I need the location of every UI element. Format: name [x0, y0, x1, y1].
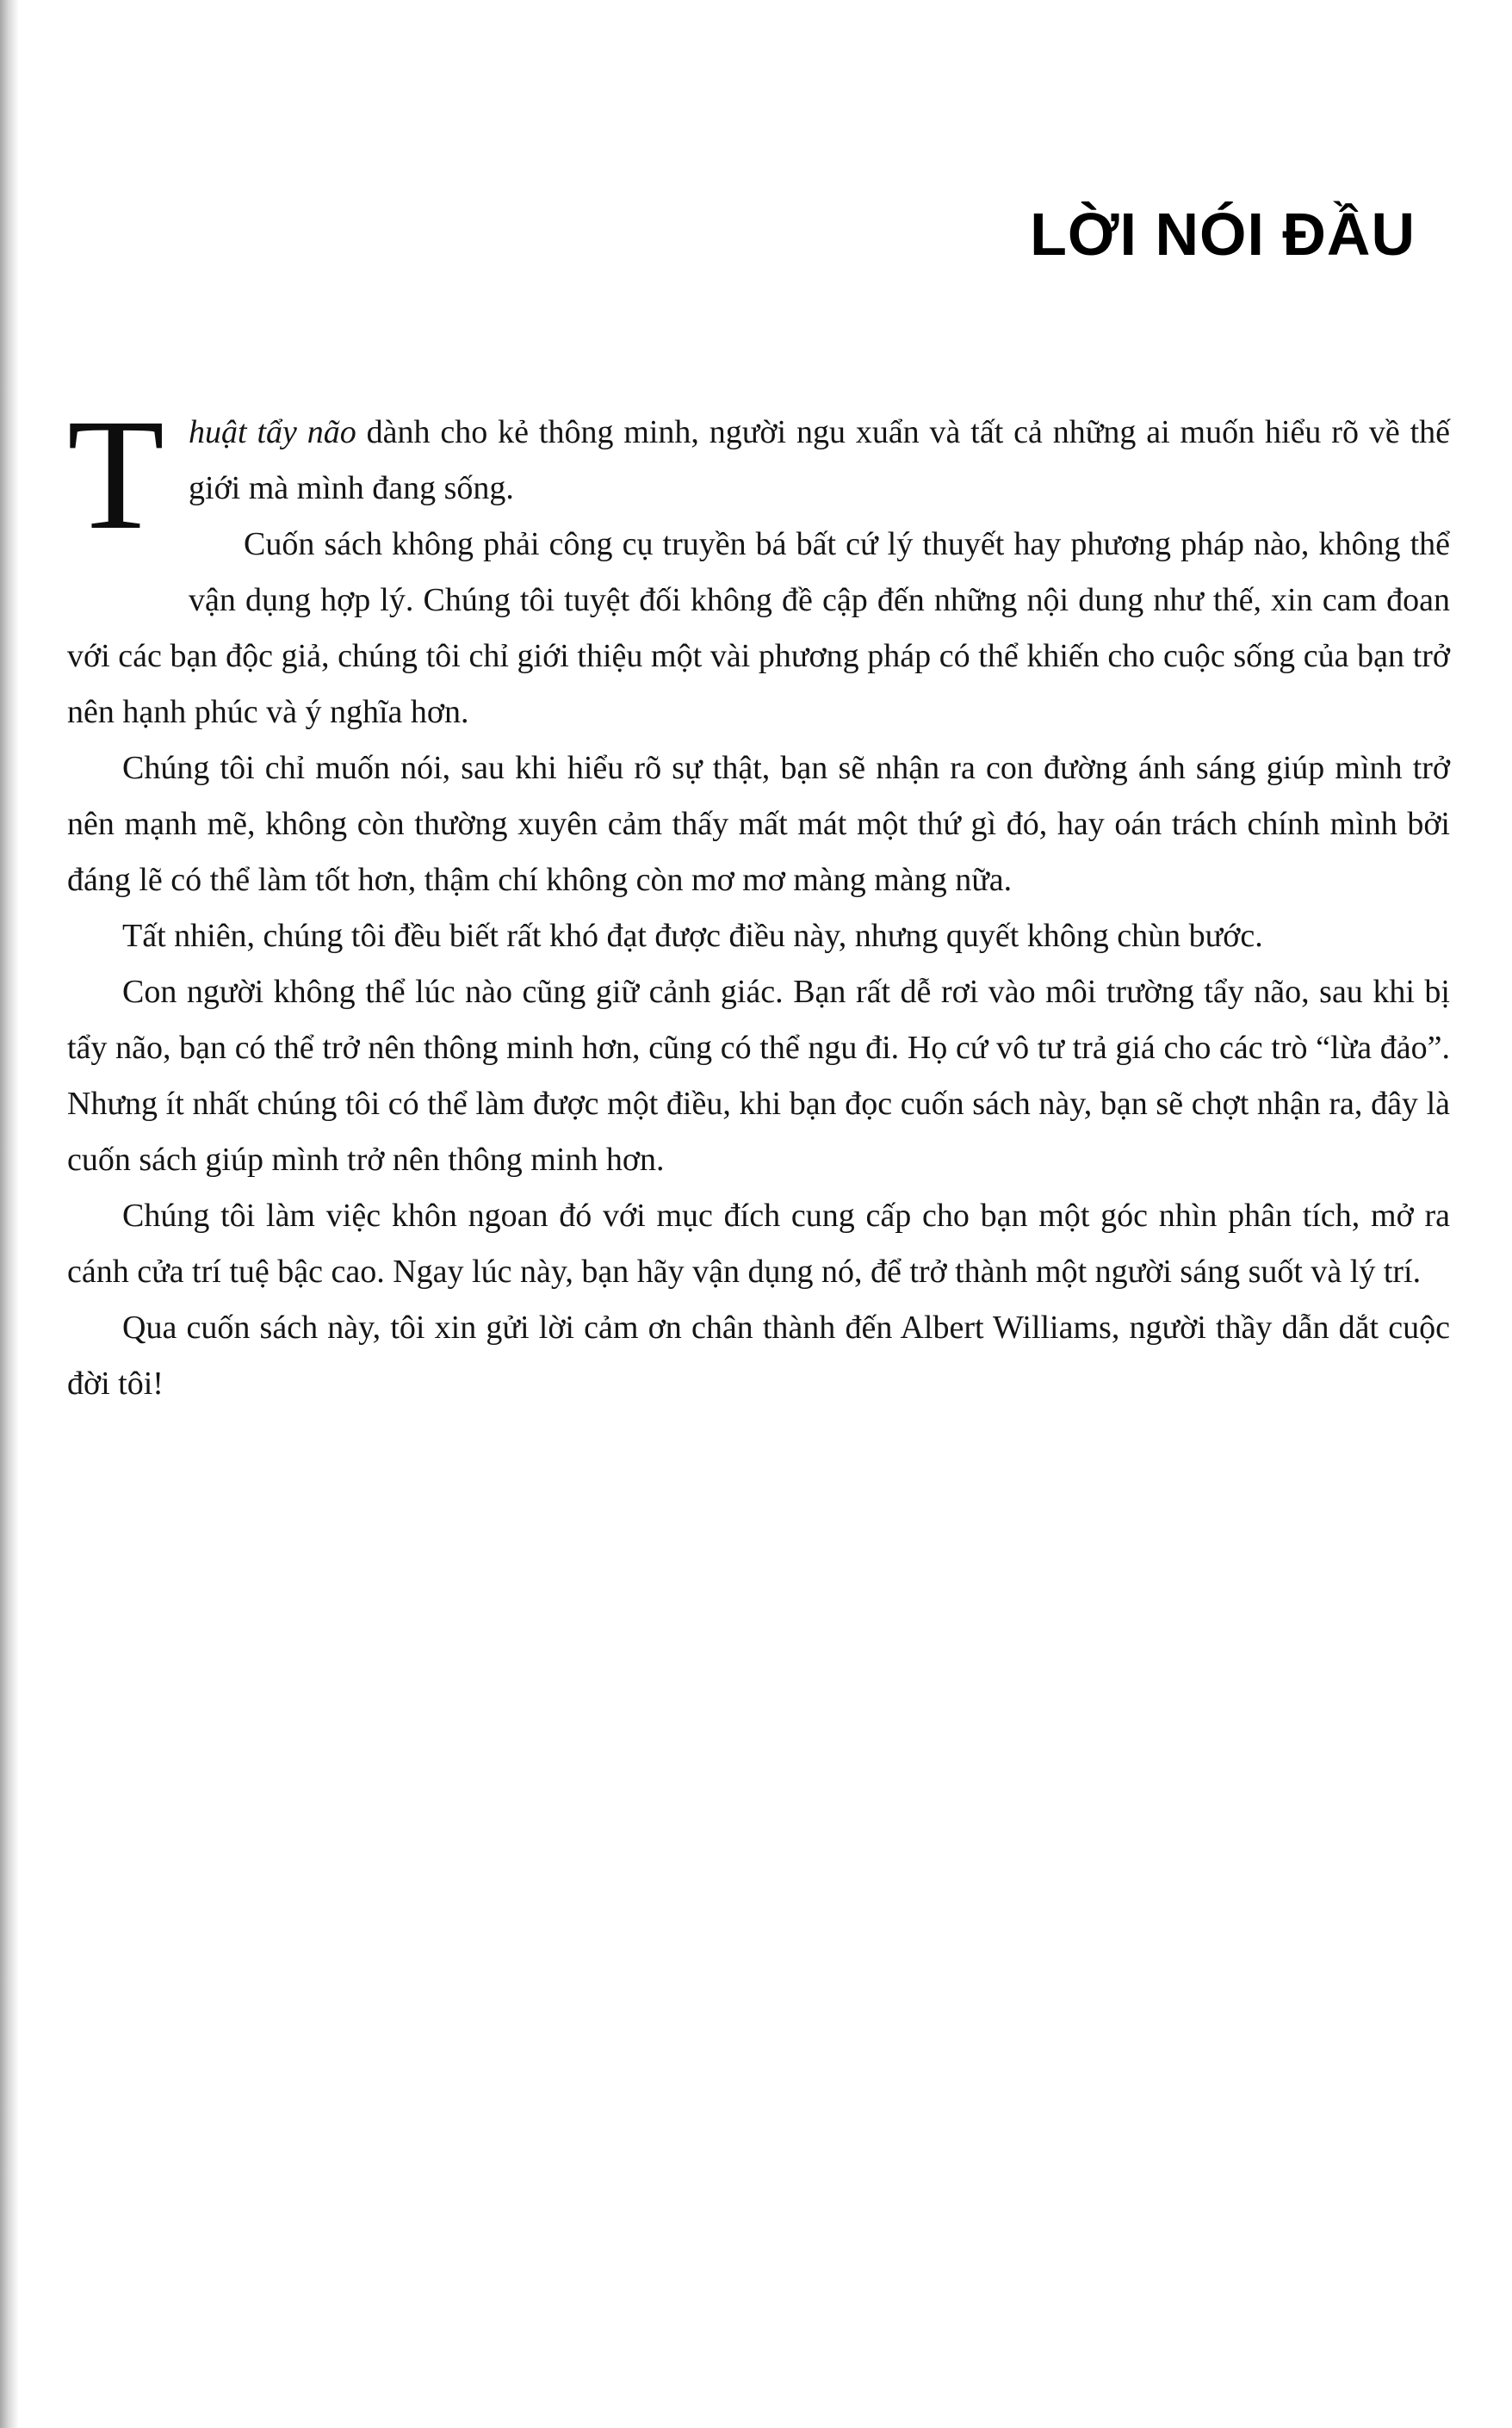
body-text	[67, 387, 1450, 1412]
paragraph: Chúng tôi làm việc khôn ngoan đó với mục đích cung cấp cho bạn một góc nhìn phân tích, mở ra cánh cửa trí tuệ bậc cao. Ngay lúc này, bạn hãy vận dụng nó, để trở thành một người sáng suốt và lý trí.	[67, 1198, 1450, 1290]
page-edge-shadow	[0, 0, 19, 2428]
paragraph: Tất nhiên, chúng tôi đều biết rất khó đạt được điều này, nhưng quyết không chùn bước.	[122, 918, 1263, 954]
paragraph: Cuốn sách không phải công cụ truyền bá bất cứ lý thuyết hay phương pháp nào, không thể vận dụng hợp lý. Chúng tôi tuyệt đối không đề cập đến những nội dung như thế, xin cam đoan với các bạn độc giả, chúng tôi chỉ giới thiệu một vài phương pháp có thể khiến cho cuộc sống của bạn trở nên hạnh phúc và ý nghĩa hơn.	[67, 526, 1450, 730]
book-title-italic: huật tẩy não	[189, 414, 356, 450]
chapter-title: LỜI NÓI ĐẦU	[1030, 201, 1416, 268]
paragraph: Con người không thể lúc nào cũng giữ cảnh giác. Bạn rất dễ rơi vào môi trường tẩy não, sau khi bị tẩy não, bạn có thể trở nên thông minh hơn, cũng có thể ngu đi. Họ cứ vô tư trả giá cho các trò “lừa đảo”. Nhưng ít nhất chúng tôi có thể làm được một điều, khi bạn đọc cuốn sách này, bạn sẽ chợt nhận ra, đây là cuốn sách giúp mình trở nên thông minh hơn.	[67, 974, 1450, 1178]
paragraph-opening	[67, 405, 1450, 517]
paragraph: Qua cuốn sách này, tôi xin gửi lời cảm ơn chân thành đến Albert Williams, người thầy dẫn dắt cuộc đời tôi!	[67, 1310, 1450, 1402]
opening-rest: dành cho kẻ thông minh, người ngu xuẩn và tất cả những ai muốn hiểu rõ về thế giới mà mình đang sống.	[189, 414, 1450, 506]
paragraph: Chúng tôi chỉ muốn nói, sau khi hiểu rõ sự thật, bạn sẽ nhận ra con đường ánh sáng giúp mình trở nên mạnh mẽ, không còn thường xuyên cảm thấy mất mát một thứ gì đó, hay oán trách chính mình bởi đáng lẽ có thể làm tốt hơn, thậm chí không còn mơ mơ màng màng nữa.	[67, 750, 1450, 898]
dropcap-letter: T	[67, 387, 165, 563]
